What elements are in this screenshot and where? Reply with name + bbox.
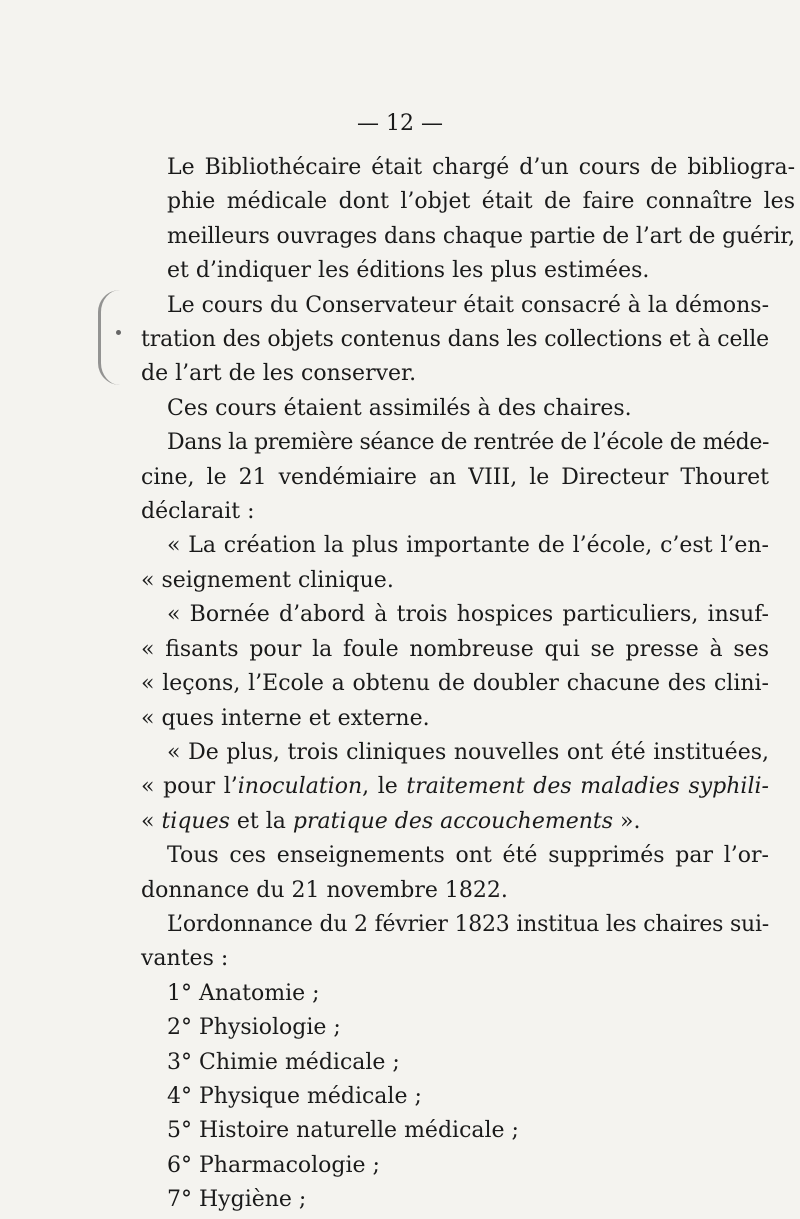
quote-text: « pour l’ <box>141 774 238 800</box>
margin-dot-mark <box>116 330 121 335</box>
quote-italic-text: inoculation <box>237 774 363 800</box>
text-line: vantes : <box>141 946 229 972</box>
paragraph-bibliothecaire <box>141 151 795 289</box>
quote-line: « La création la plus importante de l’école, c’est l’en- <box>167 533 769 559</box>
quote-bornee <box>141 598 769 736</box>
text-line: de l’art de les conserver. <box>141 361 417 387</box>
text-line: donnance du 21 novembre 1822. <box>141 877 508 903</box>
text-line: Tous ces enseignements ont été supprimés par l’or- <box>167 843 769 869</box>
text-line: Ces cours étaient assimilés à des chaires. <box>167 395 632 421</box>
text-line: et d’indiquer les éditions les plus estimées. <box>167 258 650 284</box>
paragraph-conservateur <box>141 289 769 392</box>
quote-text: , le <box>362 774 407 800</box>
list-item: 7° Hygiène ; <box>167 1187 307 1213</box>
list-item: 5° Histoire naturelle médicale ; <box>167 1118 519 1144</box>
quote-line <box>141 770 769 804</box>
quote-text: « <box>141 808 162 834</box>
quote-line: « leçons, l’Ecole a obtenu de doubler chacune des clini- <box>141 671 769 697</box>
list-item: 3° Chimie médicale ; <box>167 1049 400 1075</box>
text-line: meilleurs ouvrages dans chaque partie de l’art de guérir, <box>167 223 795 249</box>
text-line: Le Bibliothécaire était chargé d’un cours de bibliogra- <box>167 155 795 180</box>
quote-line: « ques interne et externe. <box>141 705 430 731</box>
quote-line <box>141 805 769 839</box>
quote-italic-text: tiques <box>161 808 230 834</box>
paragraph-seance <box>141 426 769 529</box>
quote-creation <box>141 529 769 598</box>
quote-italic-text: traitement des maladies syphili- <box>406 774 769 800</box>
text-line: déclarait : <box>141 499 255 525</box>
paragraph-ordonnance <box>141 908 769 977</box>
quote-italic-text: pratique des accouchements <box>292 808 614 834</box>
quote-line: « Bornée d’abord à trois hospices particuliers, insuf- <box>167 602 769 628</box>
quote-text: et la <box>229 808 293 834</box>
chaires-list <box>141 977 769 1218</box>
text-line: tration des objets contenus dans les collections et à celle <box>141 327 769 353</box>
paragraph-chaires <box>141 392 769 426</box>
list-item: 2° Physiologie ; <box>167 1015 341 1041</box>
list-item: 6° Pharmacologie ; <box>167 1152 380 1178</box>
quote-line: « seignement clinique. <box>141 567 394 593</box>
margin-bracket-mark <box>98 290 129 385</box>
page-number: — 12 — <box>357 111 443 136</box>
quote-line: « fisants pour la foule nombreuse qui se presse à ses <box>141 636 769 662</box>
list-item: 4° Physique médicale ; <box>167 1083 422 1109</box>
text-line: cine, le 21 vendémiaire an VIII, le Directeur Thouret <box>141 464 769 490</box>
body-text <box>141 151 795 1218</box>
paragraph-supprimes <box>141 839 769 908</box>
quote-cliniques <box>141 736 769 839</box>
text-line: Le cours du Conservateur était consacré à la démons- <box>167 292 769 318</box>
list-item: 1° Anatomie ; <box>167 980 320 1006</box>
text-line: Dans la première séance de rentrée de l’école de méde- <box>167 430 769 456</box>
quote-line: « De plus, trois cliniques nouvelles ont été instituées, <box>167 739 769 765</box>
quote-text: ». <box>613 808 641 834</box>
text-line: L’ordonnance du 2 février 1823 institua les chaires sui- <box>167 911 769 937</box>
text-line: phie médicale dont l’objet était de faire connaître les <box>167 189 795 215</box>
